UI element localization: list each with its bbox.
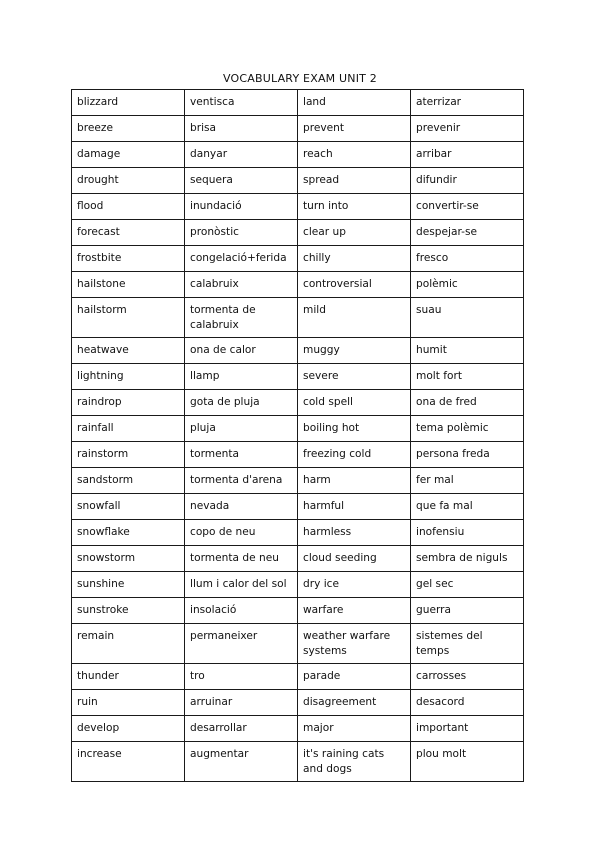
table-cell-translation: congelació+ferida (185, 246, 298, 272)
table-row (72, 716, 524, 742)
table-cell-english: rainstorm (72, 442, 185, 468)
table-row (72, 572, 524, 598)
table-cell-translation: important (411, 716, 524, 742)
table-cell-translation: ventisca (185, 90, 298, 116)
table-cell-english: rainfall (72, 416, 185, 442)
table-cell-translation: difundir (411, 168, 524, 194)
table-row (72, 298, 524, 338)
table-cell-translation: insolació (185, 598, 298, 624)
table-cell-translation: inundació (185, 194, 298, 220)
table-cell-english: freezing cold (298, 442, 411, 468)
table-cell-english: severe (298, 364, 411, 390)
table-cell-english: dry ice (298, 572, 411, 598)
table-cell-english: flood (72, 194, 185, 220)
table-cell-translation: tormenta de calabruix (185, 298, 298, 338)
table-row (72, 364, 524, 390)
table-cell-english: harm (298, 468, 411, 494)
table-cell-english: disagreement (298, 690, 411, 716)
table-cell-translation: permaneixer (185, 624, 298, 664)
table-cell-translation: llum i calor del sol (185, 572, 298, 598)
table-cell-translation: humit (411, 338, 524, 364)
table-cell-translation: que fa mal (411, 494, 524, 520)
table-cell-english: ruin (72, 690, 185, 716)
table-cell-translation: sistemes del temps (411, 624, 524, 664)
table-cell-english: parade (298, 664, 411, 690)
table-cell-english: spread (298, 168, 411, 194)
table-row (72, 168, 524, 194)
table-row (72, 442, 524, 468)
table-row (72, 664, 524, 690)
table-cell-english: snowflake (72, 520, 185, 546)
table-cell-english: major (298, 716, 411, 742)
table-cell-translation: llamp (185, 364, 298, 390)
table-row (72, 272, 524, 298)
table-cell-translation: gel sec (411, 572, 524, 598)
table-row (72, 494, 524, 520)
table-cell-translation: copo de neu (185, 520, 298, 546)
table-cell-translation: sembra de niguls (411, 546, 524, 572)
table-cell-english: remain (72, 624, 185, 664)
table-row (72, 220, 524, 246)
table-cell-translation: despejar-se (411, 220, 524, 246)
table-cell-english: clear up (298, 220, 411, 246)
table-cell-english: controversial (298, 272, 411, 298)
table-row (72, 416, 524, 442)
table-row (72, 194, 524, 220)
table-cell-translation: pronòstic (185, 220, 298, 246)
table-cell-english: warfare (298, 598, 411, 624)
table-row (72, 246, 524, 272)
table-row (72, 742, 524, 782)
table-cell-translation: gota de pluja (185, 390, 298, 416)
table-cell-english: land (298, 90, 411, 116)
table-cell-english: breeze (72, 116, 185, 142)
table-cell-english: harmful (298, 494, 411, 520)
table-row (72, 390, 524, 416)
table-cell-translation: polèmic (411, 272, 524, 298)
table-cell-translation: persona freda (411, 442, 524, 468)
table-cell-english: snowfall (72, 494, 185, 520)
table-cell-english: frostbite (72, 246, 185, 272)
table-cell-english: hailstorm (72, 298, 185, 338)
table-cell-english: reach (298, 142, 411, 168)
table-cell-english: snowstorm (72, 546, 185, 572)
table-cell-english: sandstorm (72, 468, 185, 494)
table-cell-translation: molt fort (411, 364, 524, 390)
table-cell-translation: desarrollar (185, 716, 298, 742)
table-row (72, 690, 524, 716)
table-cell-english: muggy (298, 338, 411, 364)
table-cell-english: prevent (298, 116, 411, 142)
table-cell-translation: fer mal (411, 468, 524, 494)
table-cell-translation: desacord (411, 690, 524, 716)
table-cell-english: hailstone (72, 272, 185, 298)
table-cell-translation: ona de fred (411, 390, 524, 416)
table-cell-translation: arruinar (185, 690, 298, 716)
table-row (72, 546, 524, 572)
page-title: VOCABULARY EXAM UNIT 2 (223, 72, 377, 85)
table-cell-translation: carrosses (411, 664, 524, 690)
table-row (72, 142, 524, 168)
table-cell-translation: calabruix (185, 272, 298, 298)
table-row (72, 90, 524, 116)
table-cell-translation: tormenta (185, 442, 298, 468)
table-cell-english: damage (72, 142, 185, 168)
table-cell-english: heatwave (72, 338, 185, 364)
table-cell-translation: inofensiu (411, 520, 524, 546)
table-cell-english: lightning (72, 364, 185, 390)
table-cell-translation: augmentar (185, 742, 298, 782)
table-cell-translation: sequera (185, 168, 298, 194)
vocabulary-table (71, 89, 524, 782)
table-cell-english: mild (298, 298, 411, 338)
table-cell-english: weather warfare systems (298, 624, 411, 664)
table-cell-english: drought (72, 168, 185, 194)
table-cell-translation: fresco (411, 246, 524, 272)
table-row (72, 520, 524, 546)
table-cell-translation: prevenir (411, 116, 524, 142)
table-cell-english: increase (72, 742, 185, 782)
table-cell-translation: nevada (185, 494, 298, 520)
table-cell-english: forecast (72, 220, 185, 246)
table-cell-english: boiling hot (298, 416, 411, 442)
table-cell-english: chilly (298, 246, 411, 272)
table-row (72, 338, 524, 364)
table-cell-english: it's raining cats and dogs (298, 742, 411, 782)
table-cell-translation: brisa (185, 116, 298, 142)
table-cell-english: cloud seeding (298, 546, 411, 572)
table-cell-translation: tro (185, 664, 298, 690)
table-cell-translation: aterrizar (411, 90, 524, 116)
table-cell-translation: suau (411, 298, 524, 338)
table-cell-english: cold spell (298, 390, 411, 416)
table-cell-english: develop (72, 716, 185, 742)
table-cell-english: blizzard (72, 90, 185, 116)
table-cell-english: turn into (298, 194, 411, 220)
table-cell-english: thunder (72, 664, 185, 690)
table-row (72, 598, 524, 624)
table-cell-translation: arribar (411, 142, 524, 168)
table-cell-translation: tormenta d'arena (185, 468, 298, 494)
table-cell-translation: guerra (411, 598, 524, 624)
table-cell-translation: tema polèmic (411, 416, 524, 442)
table-cell-translation: convertir-se (411, 194, 524, 220)
table-cell-english: sunstroke (72, 598, 185, 624)
table-cell-translation: plou molt (411, 742, 524, 782)
table-cell-english: harmless (298, 520, 411, 546)
table-cell-translation: danyar (185, 142, 298, 168)
table-cell-english: sunshine (72, 572, 185, 598)
table-row (72, 116, 524, 142)
table-cell-english: raindrop (72, 390, 185, 416)
table-cell-translation: pluja (185, 416, 298, 442)
table-row (72, 468, 524, 494)
table-cell-translation: tormenta de neu (185, 546, 298, 572)
table-row (72, 624, 524, 664)
table-cell-translation: ona de calor (185, 338, 298, 364)
